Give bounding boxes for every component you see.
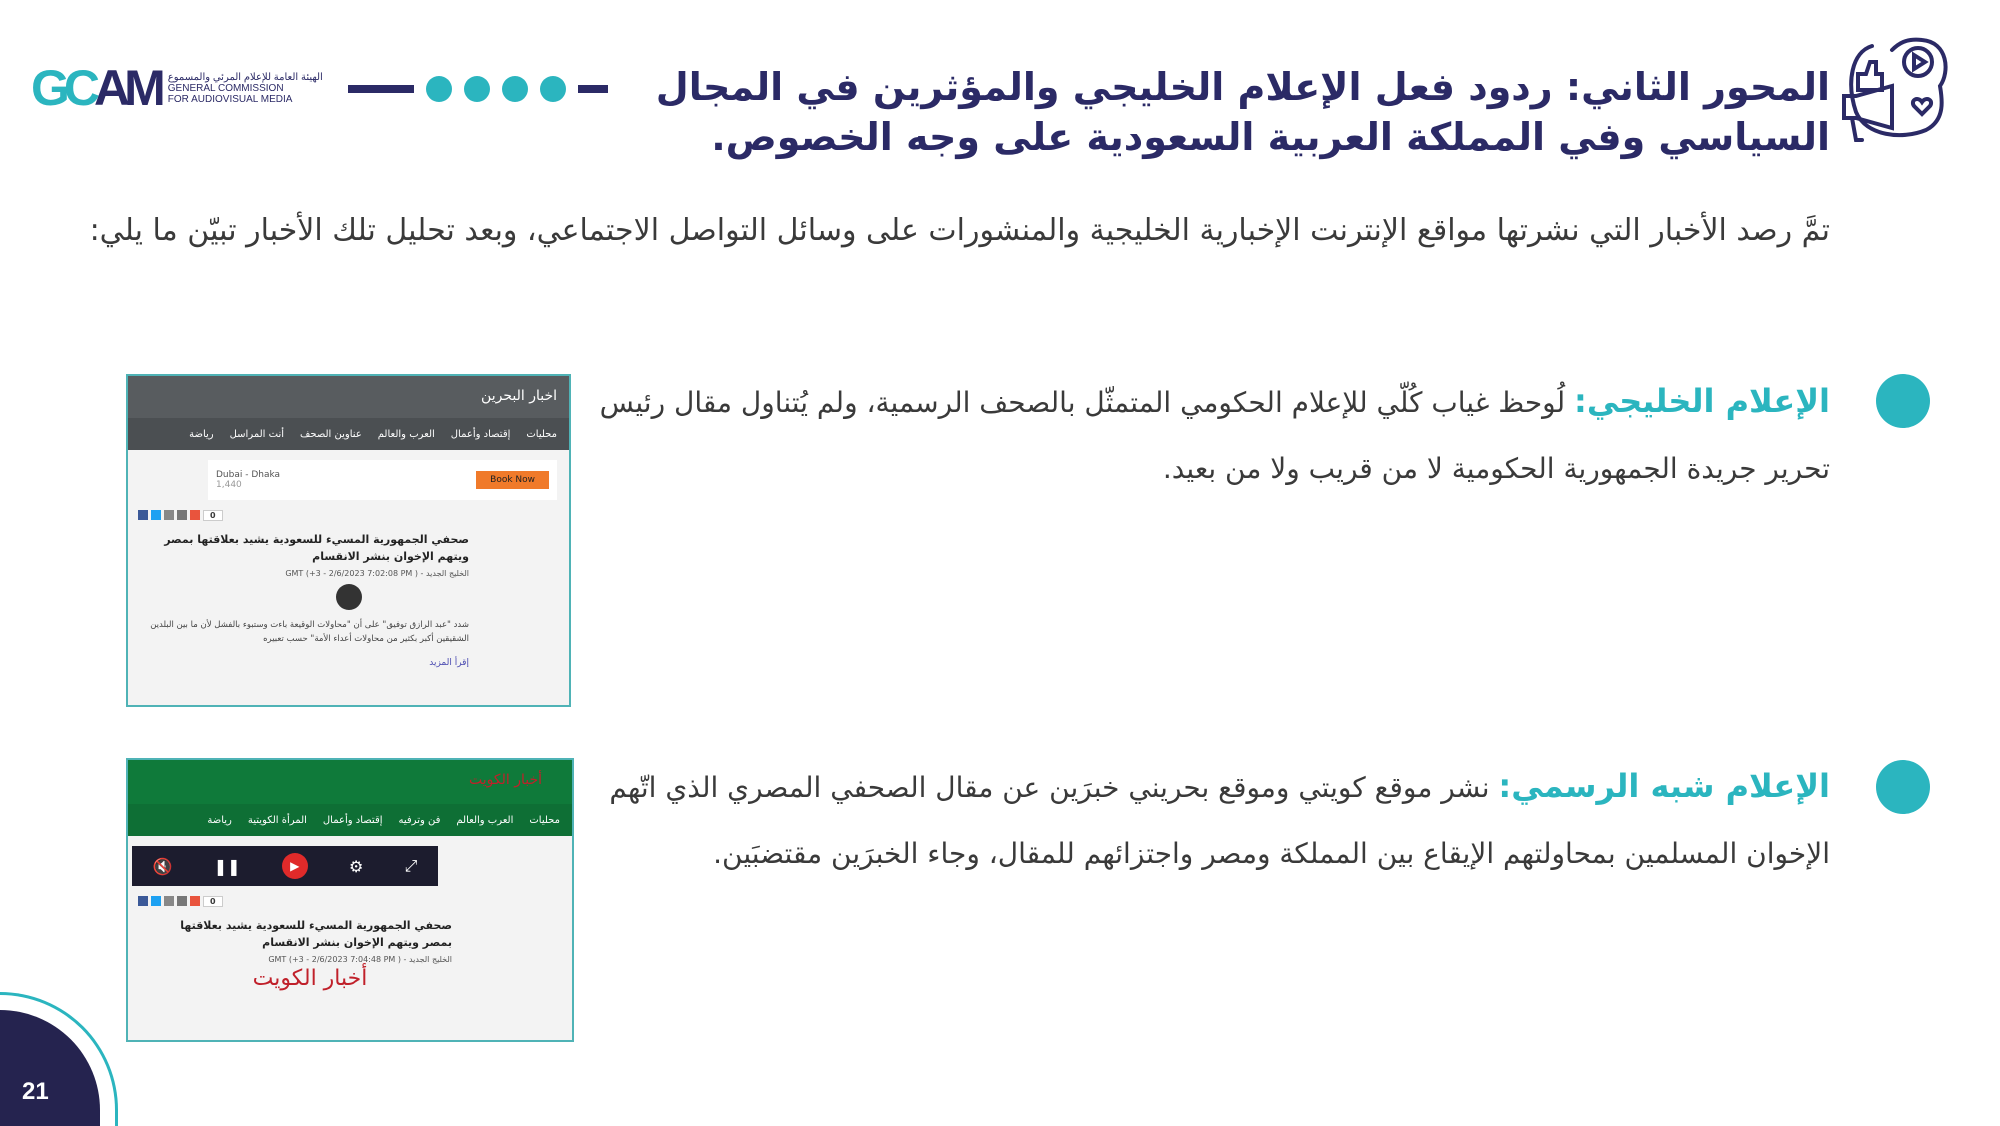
logo-text — [168, 72, 323, 105]
point-semi-official-media — [550, 753, 1830, 887]
nav-item[interactable]: العرب والعالم — [456, 814, 514, 826]
point-heading: الإعلام شبه الرسمي: — [1498, 767, 1830, 805]
article-meta: الخليج الجديد - ( GMT (+3 - 2/6/2023 7:02:08 PM — [285, 569, 469, 578]
headline: صحفي الجمهورية المسيء للسعودية يشيد بعلاقتها بمصر ويتهم الإخوان بنشر الانقسام — [180, 919, 452, 949]
point-gulf-media — [550, 368, 1830, 502]
kuwait-news-logo: أخبار الكويت — [252, 966, 368, 991]
point-text: نشر موقع كويتي وموقع بحريني خبرَين عن مقال الصحفي المصري الذي اتّهم الإخوان المسلمين بمحاولتهم الإيقاع بين المملكة ومصر واجتزائهم للمقال، وجاء الخبرَين مقتضبَين. — [609, 771, 1830, 870]
read-more-link[interactable]: إقرأ المزيد — [429, 658, 469, 668]
book-now-button[interactable]: Book Now — [476, 471, 549, 489]
settings-icon[interactable]: ⚙ — [349, 856, 364, 876]
site-nav — [128, 418, 569, 450]
ad-price: 1,440 — [216, 480, 242, 490]
nav-item[interactable]: رياضة — [207, 814, 232, 826]
nav-item[interactable]: أنت المراسل — [229, 428, 285, 440]
headline: صحفي الجمهورية المسيء للسعودية يشيد بعلاقتها بمصر ويتهم الإخوان بنشر الانقسام — [164, 533, 469, 563]
nav-item[interactable]: فن وترفيه — [398, 814, 441, 826]
pause-icon[interactable]: ❚❚ — [213, 856, 241, 876]
point-heading: الإعلام الخليجي: — [1574, 382, 1830, 420]
author-avatar — [336, 584, 362, 610]
nav-item[interactable]: المرأة الكويتية — [247, 814, 307, 826]
kuwait-news-screenshot — [126, 758, 574, 1042]
social-media-megaphone-icon — [1842, 32, 1954, 144]
nav-item[interactable]: العرب والعالم — [377, 428, 435, 440]
nav-item[interactable]: عناوين الصحف — [300, 428, 362, 440]
play-icon[interactable]: ▶ — [282, 853, 308, 879]
nav-item[interactable]: إقتصاد وأعمال — [450, 428, 511, 440]
bahrain-news-screenshot — [126, 374, 571, 707]
ad-route: Dubai - Dhaka — [216, 470, 281, 480]
site-nav — [128, 804, 572, 836]
page-number: 21 — [22, 1078, 49, 1105]
article-meta: الخليج الجديد - ( GMT (+3 - 2/6/2023 7:04:48 PM — [268, 955, 452, 964]
nav-item[interactable]: محليات — [526, 428, 557, 440]
logo-mark: GCAM — [31, 60, 160, 116]
page-title: المحور الثاني: ردود فعل الإعلام الخليجي والمؤثرين في المجال السياسي وفي المملكة العربية السعودية على وجه الخصوص. — [655, 65, 1830, 159]
site-logo: أخبار الكويت — [468, 772, 542, 788]
point-text: لُوحظ غياب كُلّي للإعلام الحكومي المتمثّل بالصحف الرسمية، ولم يُتناول مقال رئيس تحرير جريدة الجمهورية الحكومية لا من قريب ولا من بعيد. — [599, 386, 1830, 485]
site-logo: اخبار البحرين — [481, 388, 557, 404]
share-bar — [128, 892, 572, 911]
article-body: شدد "عبد الرازق توفيق" على أن "محاولات الوقيعة باءت وستبوء بالفشل لأن ما بين البلدين الشقيقين أكبر بكثير من محاولات أعداء الأمة" حسب تعبيره — [150, 620, 469, 644]
mute-icon[interactable]: 🔇 — [152, 856, 173, 876]
logo-english-1: GENERAL COMMISSION — [167, 82, 284, 94]
nav-item[interactable]: رياضة — [189, 428, 214, 440]
intro-paragraph: تمَّ رصد الأخبار التي نشرتها مواقع الإنترنت الإخبارية الخليجية والمنشورات على وسائل التواصل الاجتماعي، وبعد تحليل تلك الأخبار تبيّن ما يلي: — [89, 213, 1830, 248]
nav-item[interactable]: إقتصاد وأعمال — [322, 814, 383, 826]
video-player — [132, 846, 438, 886]
share-bar — [128, 506, 569, 525]
share-count: 0 — [203, 896, 223, 907]
logo-english-2: FOR AUDIOVISUAL MEDIA — [167, 93, 293, 105]
bullet-marker — [1876, 760, 1930, 814]
fullscreen-icon[interactable]: ⤢ — [404, 856, 418, 875]
bullet-marker — [1876, 374, 1930, 428]
nav-item[interactable]: محليات — [529, 814, 560, 826]
gcam-logo — [31, 60, 323, 116]
ad-banner — [208, 460, 557, 500]
logo-arabic: الهيئة العامة للإعلام المرئي والمسموع — [167, 71, 323, 83]
share-count: 0 — [203, 510, 223, 521]
